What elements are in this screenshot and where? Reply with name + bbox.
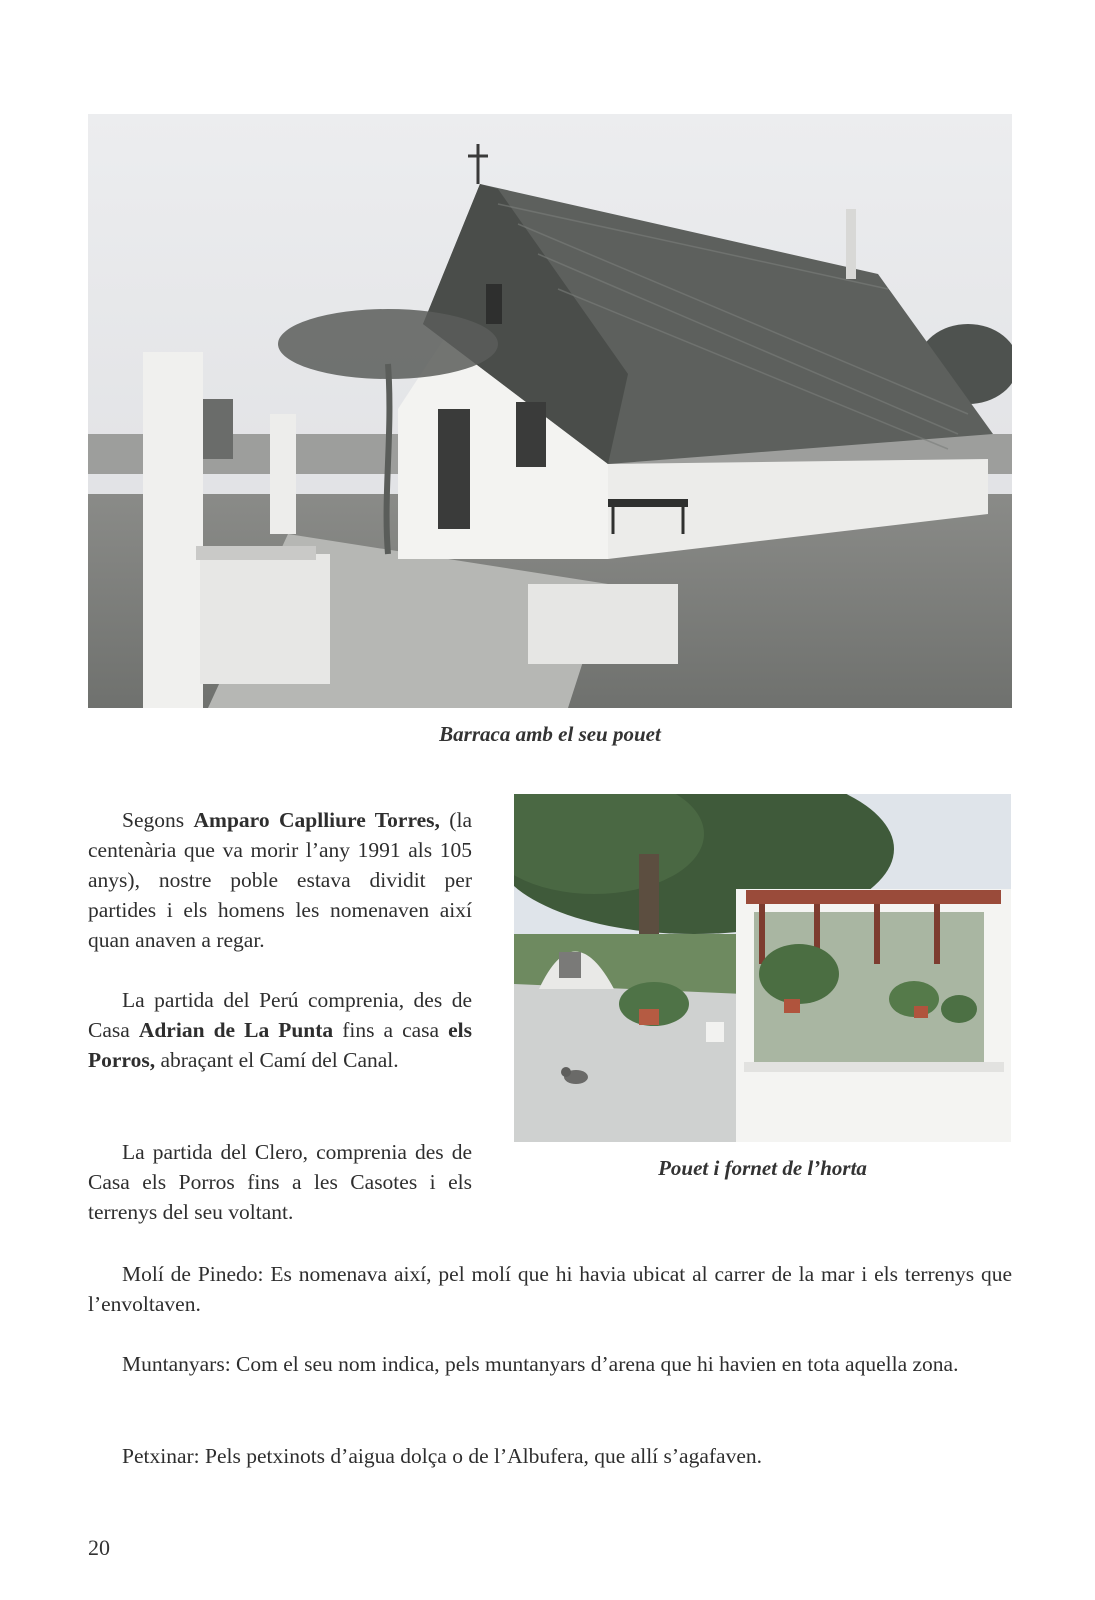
paragraph-amparo: Segons Amparo Caplliure Torres, (la centenària que va morir l’any 1991 als 105 anys), nostre poble estava dividit per partides i els homens les nomenaven així quan anaven a regar.	[88, 808, 472, 952]
paragraph-partida-clero: La partida del Clero, comprenia des de Casa els Porros fins a les Casotes i els terrenys del seu voltant.	[88, 1140, 472, 1224]
well-oven-photo	[514, 794, 1011, 1142]
paragraph-petxinar: Petxinar: Pels petxinots d’aigua dolça o de l’Albufera, que allí s’agafaven.	[122, 1444, 763, 1468]
paragraph-moli-pinedo: Molí de Pinedo: Es nomenava així, pel molí que hi havia ubicat al carrer de la mar i els terrenys que l’envoltaven.	[88, 1262, 1012, 1316]
barraca-photo	[88, 114, 1012, 708]
paragraph-muntanyars: Muntanyars: Com el seu nom indica, pels muntanyars d’arena que hi havien en tota aquella zona.	[122, 1352, 959, 1376]
place-name-porros: els Porros,	[88, 1018, 472, 1072]
page-number: 20	[88, 1535, 110, 1560]
place-name-adrian: Adrian de La Punta	[138, 1018, 334, 1042]
person-name: Amparo Caplliure Torres,	[193, 808, 440, 832]
well-oven-photo-caption: Pouet i fornet de l’horta	[658, 1156, 867, 1180]
barraca-photo-caption: Barraca amb el seu pouet	[439, 722, 661, 746]
paragraph-partida-peru: La partida del Perú comprenia, des de Casa Adrian de La Punta fins a casa els Porros, abraçant el Camí del Canal.	[88, 988, 472, 1072]
